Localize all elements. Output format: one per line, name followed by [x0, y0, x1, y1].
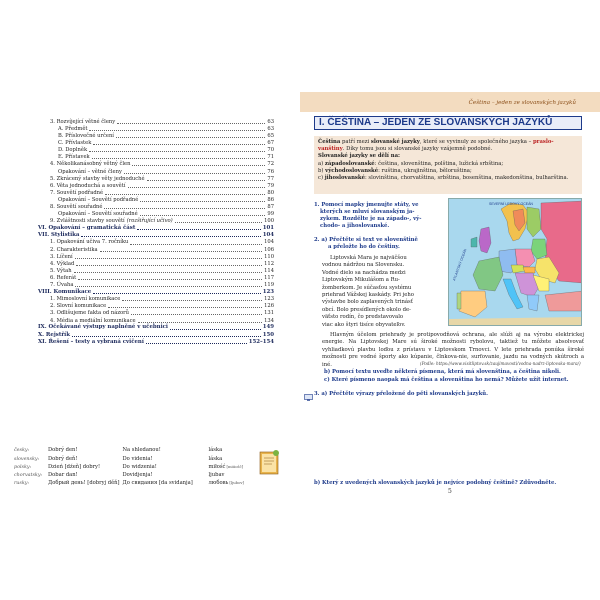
translation-text: Dzień [dźeň] dobry! — [48, 463, 101, 470]
slovak-text-line: vodnou nádržou na Slovensku. — [322, 262, 405, 269]
toc-entry-page: 101 — [262, 225, 274, 232]
toc-entry-title: 9. Zvláštnosti stavby souvětí — [50, 218, 125, 225]
toc-entry-page: 80 — [267, 189, 274, 196]
translation-cell-c3 — [209, 462, 263, 470]
toc-entry-title: 3. Odlišujeme fakta od názorů — [50, 310, 129, 317]
toc-leader-dots — [100, 251, 262, 252]
toc-entry — [38, 161, 274, 168]
toc-entry-title: 4. Několikanásobný větný člen — [50, 161, 131, 168]
toc-entry — [38, 239, 274, 246]
toc-entry-page: 152–154 — [248, 338, 274, 345]
toc-entry — [38, 132, 274, 139]
question-3b: b) Který z uvedených slovanských jazyků je nejvíce podobný češtině? Zdůvodněte. — [314, 480, 557, 486]
translation-cell-lang — [14, 445, 48, 453]
translation-text: rusky: — [14, 481, 30, 487]
toc-entry-title: XI. Řešení – testy a vybraná cvičení — [38, 338, 144, 345]
toc-entry-page: 112 — [264, 260, 274, 267]
translation-cell-c3 — [209, 453, 263, 461]
toc-entry-title: 7. Souvětí podřadné — [50, 189, 104, 196]
toc-leader-dots — [140, 201, 265, 202]
toc-entry — [38, 224, 274, 231]
toc-leader-dots — [116, 137, 265, 138]
toc-entry-title: X. Rejstřík — [38, 331, 70, 338]
translation-text: ljubav — [208, 472, 225, 479]
translation-cell-c2 — [123, 462, 209, 470]
toc-leader-dots — [72, 336, 261, 337]
translation-cell-lang — [14, 478, 48, 486]
page-number: 5 — [448, 488, 452, 495]
toc-leader-dots — [137, 229, 260, 230]
toc-entry — [38, 217, 274, 224]
translation-text: slovensky: — [14, 456, 40, 462]
running-head: Čeština – jeden ze slovanských jazyků — [300, 92, 600, 112]
toc-entry — [38, 310, 274, 317]
toc-leader-dots — [122, 300, 262, 301]
internet-icon — [304, 394, 313, 401]
toc-entry-title: B. Příslovečné určení — [58, 133, 114, 140]
translation-cell-c3 — [209, 470, 263, 478]
toc-entry — [38, 324, 274, 331]
toc-leader-dots — [130, 244, 262, 245]
translation-cell-lang — [14, 470, 48, 478]
toc-entry — [38, 331, 274, 338]
toc-entry-page: 67 — [267, 140, 274, 147]
toc-entry-title: 1. Mimoslovní komunikace — [50, 296, 121, 303]
toc-entry — [38, 267, 274, 274]
toc-entry-page: 126 — [264, 303, 274, 310]
toc-entry — [38, 196, 274, 203]
translation-text: Dobar dan! — [48, 472, 78, 479]
translation-cell-c1 — [48, 478, 123, 486]
toc-entry-title: 6. Referát — [50, 274, 77, 281]
translation-text: любовь — [208, 480, 229, 487]
pronunciation-hint: [ljubov] — [229, 480, 244, 486]
toc-leader-dots — [105, 194, 265, 195]
translation-text: chorvatsky: — [14, 473, 43, 479]
intro-box: Čeština patří mezi slovanské jazyky, které se vyvinuly ze společného jazyka – praslo- vanštiny. Díky tomu jsou si slovanské jazyky vzájemně podobné. Slovanské jazyky se dělí na: a) západoslovanské: čeština, slovenština, polština, lužická srbština; b) východoslovanské: ruština, ukrajinština, běloruština; c) jihoslovanské: slovinština, chorvatština, srbština, bosenština, makedonština, bulharština. — [314, 136, 582, 194]
toc-leader-dots — [175, 222, 262, 223]
toc-entry — [38, 253, 274, 260]
toc-entry — [38, 295, 274, 302]
toc-entry — [38, 260, 274, 267]
toc-entry — [38, 118, 274, 125]
translation-text: česky: — [14, 448, 30, 454]
toc-entry-title: C. Přívlastek — [58, 140, 92, 147]
translation-text: Dobrý den! — [48, 447, 78, 454]
toc-leader-dots — [89, 130, 265, 131]
toc-entry-title: 4. Výklad — [50, 260, 75, 267]
slovak-text-column — [322, 255, 446, 329]
toc-entry-page: 123 — [262, 288, 274, 295]
toc-entry-title: VII. Stylistika — [38, 232, 80, 239]
textbook-page — [300, 92, 600, 512]
translation-cell-c1 — [48, 470, 123, 478]
toc-entry-title: Opakování – Souvětí souřadné — [58, 211, 138, 218]
toc-entry — [38, 146, 274, 153]
toc-leader-dots — [131, 314, 262, 315]
toc-entry-page: 71 — [267, 154, 274, 161]
slovak-text-line: výstavbe bolo zaplavených trinásť — [322, 299, 413, 306]
translation-text: miłość — [208, 463, 226, 470]
toc-entry-page: 87 — [267, 204, 274, 211]
translation-row — [14, 478, 263, 486]
toc-entry-page: 100 — [264, 218, 274, 225]
toc-entry-title: VI. Opakování – gramatická část — [38, 225, 136, 232]
translation-row — [14, 462, 263, 470]
toc-entry — [38, 125, 274, 132]
toc-entry — [38, 210, 274, 217]
toc-leader-dots — [78, 279, 262, 280]
toc-entry-title: 3. Líčení — [50, 253, 73, 260]
toc-entry — [38, 317, 274, 324]
translation-text: Na shledanou! — [122, 447, 161, 454]
toc-entry-page: 99 — [267, 211, 274, 218]
europe-map-graphic — [449, 199, 582, 326]
toc-entry — [38, 175, 274, 182]
task-2: 2. a) Přečtěte si text ve slovenštině a přeložte ho do češtiny. — [314, 237, 418, 250]
toc-entry-title: 2. Charakteristika — [50, 246, 98, 253]
map-label-arctic: SEVERNÍ LEDOVÝ OCEÁN — [489, 202, 533, 206]
source-citation: (Podle: https://www.visitliptov.sk/zaujimavosti/vodna-nadrz-liptovska-mara/) — [420, 361, 581, 366]
toc-entry-page: 123 — [264, 296, 274, 303]
question-2b: b) Pomocí textu uveďte některá písmena, která má slovenština, a čeština nikoli. — [324, 369, 561, 375]
translation-cell-c2 — [123, 445, 209, 453]
toc-leader-dots — [117, 123, 265, 124]
pronunciation-hint: [miúošč] — [226, 463, 244, 469]
toc-entry-title: VIII. Komunikace — [38, 288, 92, 295]
toc-entry-page: 119 — [264, 282, 274, 289]
translation-text: До свидания [da svidanja] — [122, 480, 193, 487]
translation-cell-c1 — [48, 453, 123, 461]
toc-entry — [38, 288, 274, 295]
toc-entry-title: 6. Věta jednoduchá a souvětí — [50, 182, 126, 189]
toc-entry-page: 114 — [264, 267, 274, 274]
slovak-text-continued: Hlavným účelom priehrady je protipovodňová ochrana, ale slúži aj na výrobu elektrickej energie. Na Liptovskej Mare sú široké možnosti rybolovu, taktiež tu môžete absolvovať vyhliadkovú plavbu loďou z prístavu v Liptovskom Trnovci. V lete priehrada ponúka široké možnosti pre vodné športy ako kúpanie, člnkova-nie, surfovanie, jazdu na vodných skútroch a iné. — [322, 332, 584, 368]
toc-leader-dots — [104, 208, 265, 209]
toc-leader-dots — [89, 151, 265, 152]
translation-text: láska — [208, 455, 223, 462]
chapter-title: I. ČEŠTINA – JEDEN ZE SLOVANSKÝCH JAZYKŮ — [314, 116, 582, 130]
toc-leader-dots — [76, 265, 262, 266]
slovak-text-line: obcí. Bolo presídlených okolo de- — [322, 306, 411, 313]
translation-text: polsky: — [14, 464, 32, 470]
toc-leader-dots — [93, 293, 261, 294]
slovak-text-line: priehrad Vážskej kaskády. Pri jeho — [322, 292, 414, 299]
toc-entry-page: 106 — [264, 246, 274, 253]
toc-entry-page: 79 — [267, 182, 274, 189]
europe-map — [448, 198, 582, 326]
translation-row — [14, 453, 263, 461]
toc-leader-dots — [92, 158, 266, 159]
toc-leader-dots — [75, 258, 262, 259]
toc-leader-dots — [170, 329, 261, 330]
toc-entry-title: 4. Média a mediální komunikace — [50, 317, 136, 324]
translation-cell-lang — [14, 462, 48, 470]
toc-entry-note: (rozšiřující učivo) — [126, 218, 173, 225]
toc-entry-page: 65 — [267, 133, 274, 140]
toc-entry-page: 86 — [267, 196, 274, 203]
translation-cell-lang — [14, 453, 48, 461]
translation-table — [14, 445, 263, 486]
translation-cell-c1 — [48, 462, 123, 470]
toc-entry-title: 2. Slovní komunikace — [50, 303, 107, 310]
translation-cell-c2 — [123, 478, 209, 486]
toc-entry-title: E. Přístavek — [58, 154, 90, 161]
toc-entry-title: Opakování – větné členy — [58, 168, 122, 175]
toc-leader-dots — [124, 173, 265, 174]
toc-entry — [38, 182, 274, 189]
translation-cell-c3 — [209, 478, 263, 486]
slovak-text-line: Liptovská Mara je najväčšou — [330, 255, 407, 261]
toc-entry-page: 76 — [267, 168, 274, 175]
book-illustration — [258, 448, 282, 476]
toc-entry-page: 134 — [264, 317, 274, 324]
toc-entry-title: 7. Úvaha — [50, 282, 74, 289]
toc-leader-dots — [147, 180, 266, 181]
translation-text: Добрый день! [dobryj děň] — [48, 480, 120, 487]
translation-text: Dovidjenja! — [122, 472, 153, 479]
toc-leader-dots — [81, 236, 260, 237]
toc-entry — [38, 139, 274, 146]
translation-cell-c2 — [123, 470, 209, 478]
toc-entry-page: 63 — [267, 125, 274, 132]
translation-text: Do videnia! — [122, 455, 153, 462]
toc-entry-page: 150 — [262, 331, 274, 338]
toc-entry-page: 131 — [264, 310, 274, 317]
toc-entry-title: 8. Souvětí souřadné — [50, 204, 103, 211]
table-of-contents — [38, 118, 274, 345]
toc-entry-title: 5. Zkrácený stavby věty jednoduché — [50, 175, 145, 182]
task-1: 1. Pomocí mapky jmenujte státy, ve kterých se mluví slovanským ja- zykem. Rozdělte je na západo-, vý- chodo- a jihoslovanské. — [314, 202, 422, 229]
translation-text: Dobrý deň! — [48, 455, 78, 462]
translation-row — [14, 470, 263, 478]
toc-leader-dots — [74, 272, 263, 273]
toc-entry-page: 77 — [267, 175, 274, 182]
translation-cell-c1 — [48, 445, 123, 453]
toc-entry — [38, 246, 274, 253]
translation-text: Do widzenia! — [122, 463, 157, 470]
toc-leader-dots — [140, 215, 266, 216]
translation-text: láska — [208, 447, 223, 454]
toc-entry-page: 110 — [264, 253, 274, 260]
task-3: 3. a) Přečtěte výrazy přeložené do pěti slovanských jazyků. — [314, 391, 488, 397]
toc-entry-title: D. Doplněk — [58, 147, 88, 154]
toc-entry-page: 149 — [262, 324, 274, 331]
translation-cell-c3 — [209, 445, 263, 453]
toc-entry — [38, 189, 274, 196]
toc-leader-dots — [93, 144, 265, 145]
toc-entry — [38, 168, 274, 175]
question-2c: c) Které písmeno naopak má čeština a slovenština ho nemá? Můžete užít internet. — [324, 377, 569, 383]
toc-leader-dots — [146, 343, 247, 344]
toc-entry — [38, 232, 274, 239]
slovak-text-line: Vodné dielo sa nachádza medzi — [322, 269, 406, 276]
toc-leader-dots — [138, 322, 263, 323]
map-label-atlantic: ATLANTSKÝ OCEÁN — [452, 248, 468, 282]
translation-cell-c2 — [123, 453, 209, 461]
toc-entry-page: 63 — [267, 118, 274, 125]
toc-entry — [38, 281, 274, 288]
toc-entry-title: 5. Výtah — [50, 267, 72, 274]
slovak-text-line: väťsto rodín, čo predstavovalo — [322, 314, 404, 321]
toc-leader-dots — [75, 286, 262, 287]
slovak-text-line: viac ako štyri tisíce obyvateľov. — [322, 321, 406, 328]
toc-entry — [38, 153, 274, 160]
toc-entry — [38, 203, 274, 210]
toc-entry-title: IX. Očekávané výstupy naplněné v učebnici — [38, 324, 168, 331]
toc-entry — [38, 338, 274, 345]
toc-entry-page: 117 — [264, 274, 274, 281]
toc-entry-title: Opakování – Souvětí podřadné — [58, 196, 139, 203]
toc-leader-dots — [108, 307, 262, 308]
toc-entry-title: 3. Rozvíjející větné členy — [50, 118, 116, 125]
toc-entry-page: 70 — [267, 147, 274, 154]
slovak-text-line: Liptovským Mikulášom a Ru- — [322, 277, 400, 284]
slovak-text-line: žomberkom. Je súčasťou systému — [322, 284, 412, 291]
toc-entry-title: A. Předmět — [58, 125, 88, 132]
toc-leader-dots — [132, 165, 265, 166]
toc-entry — [38, 302, 274, 309]
toc-entry-page: 104 — [264, 239, 274, 246]
translation-row — [14, 445, 263, 453]
toc-leader-dots — [128, 187, 266, 188]
toc-entry-title: 1. Opakování učiva 7. ročníku — [50, 239, 129, 246]
toc-entry-page: 72 — [267, 161, 274, 168]
toc-entry — [38, 274, 274, 281]
toc-entry-page: 104 — [262, 232, 274, 239]
